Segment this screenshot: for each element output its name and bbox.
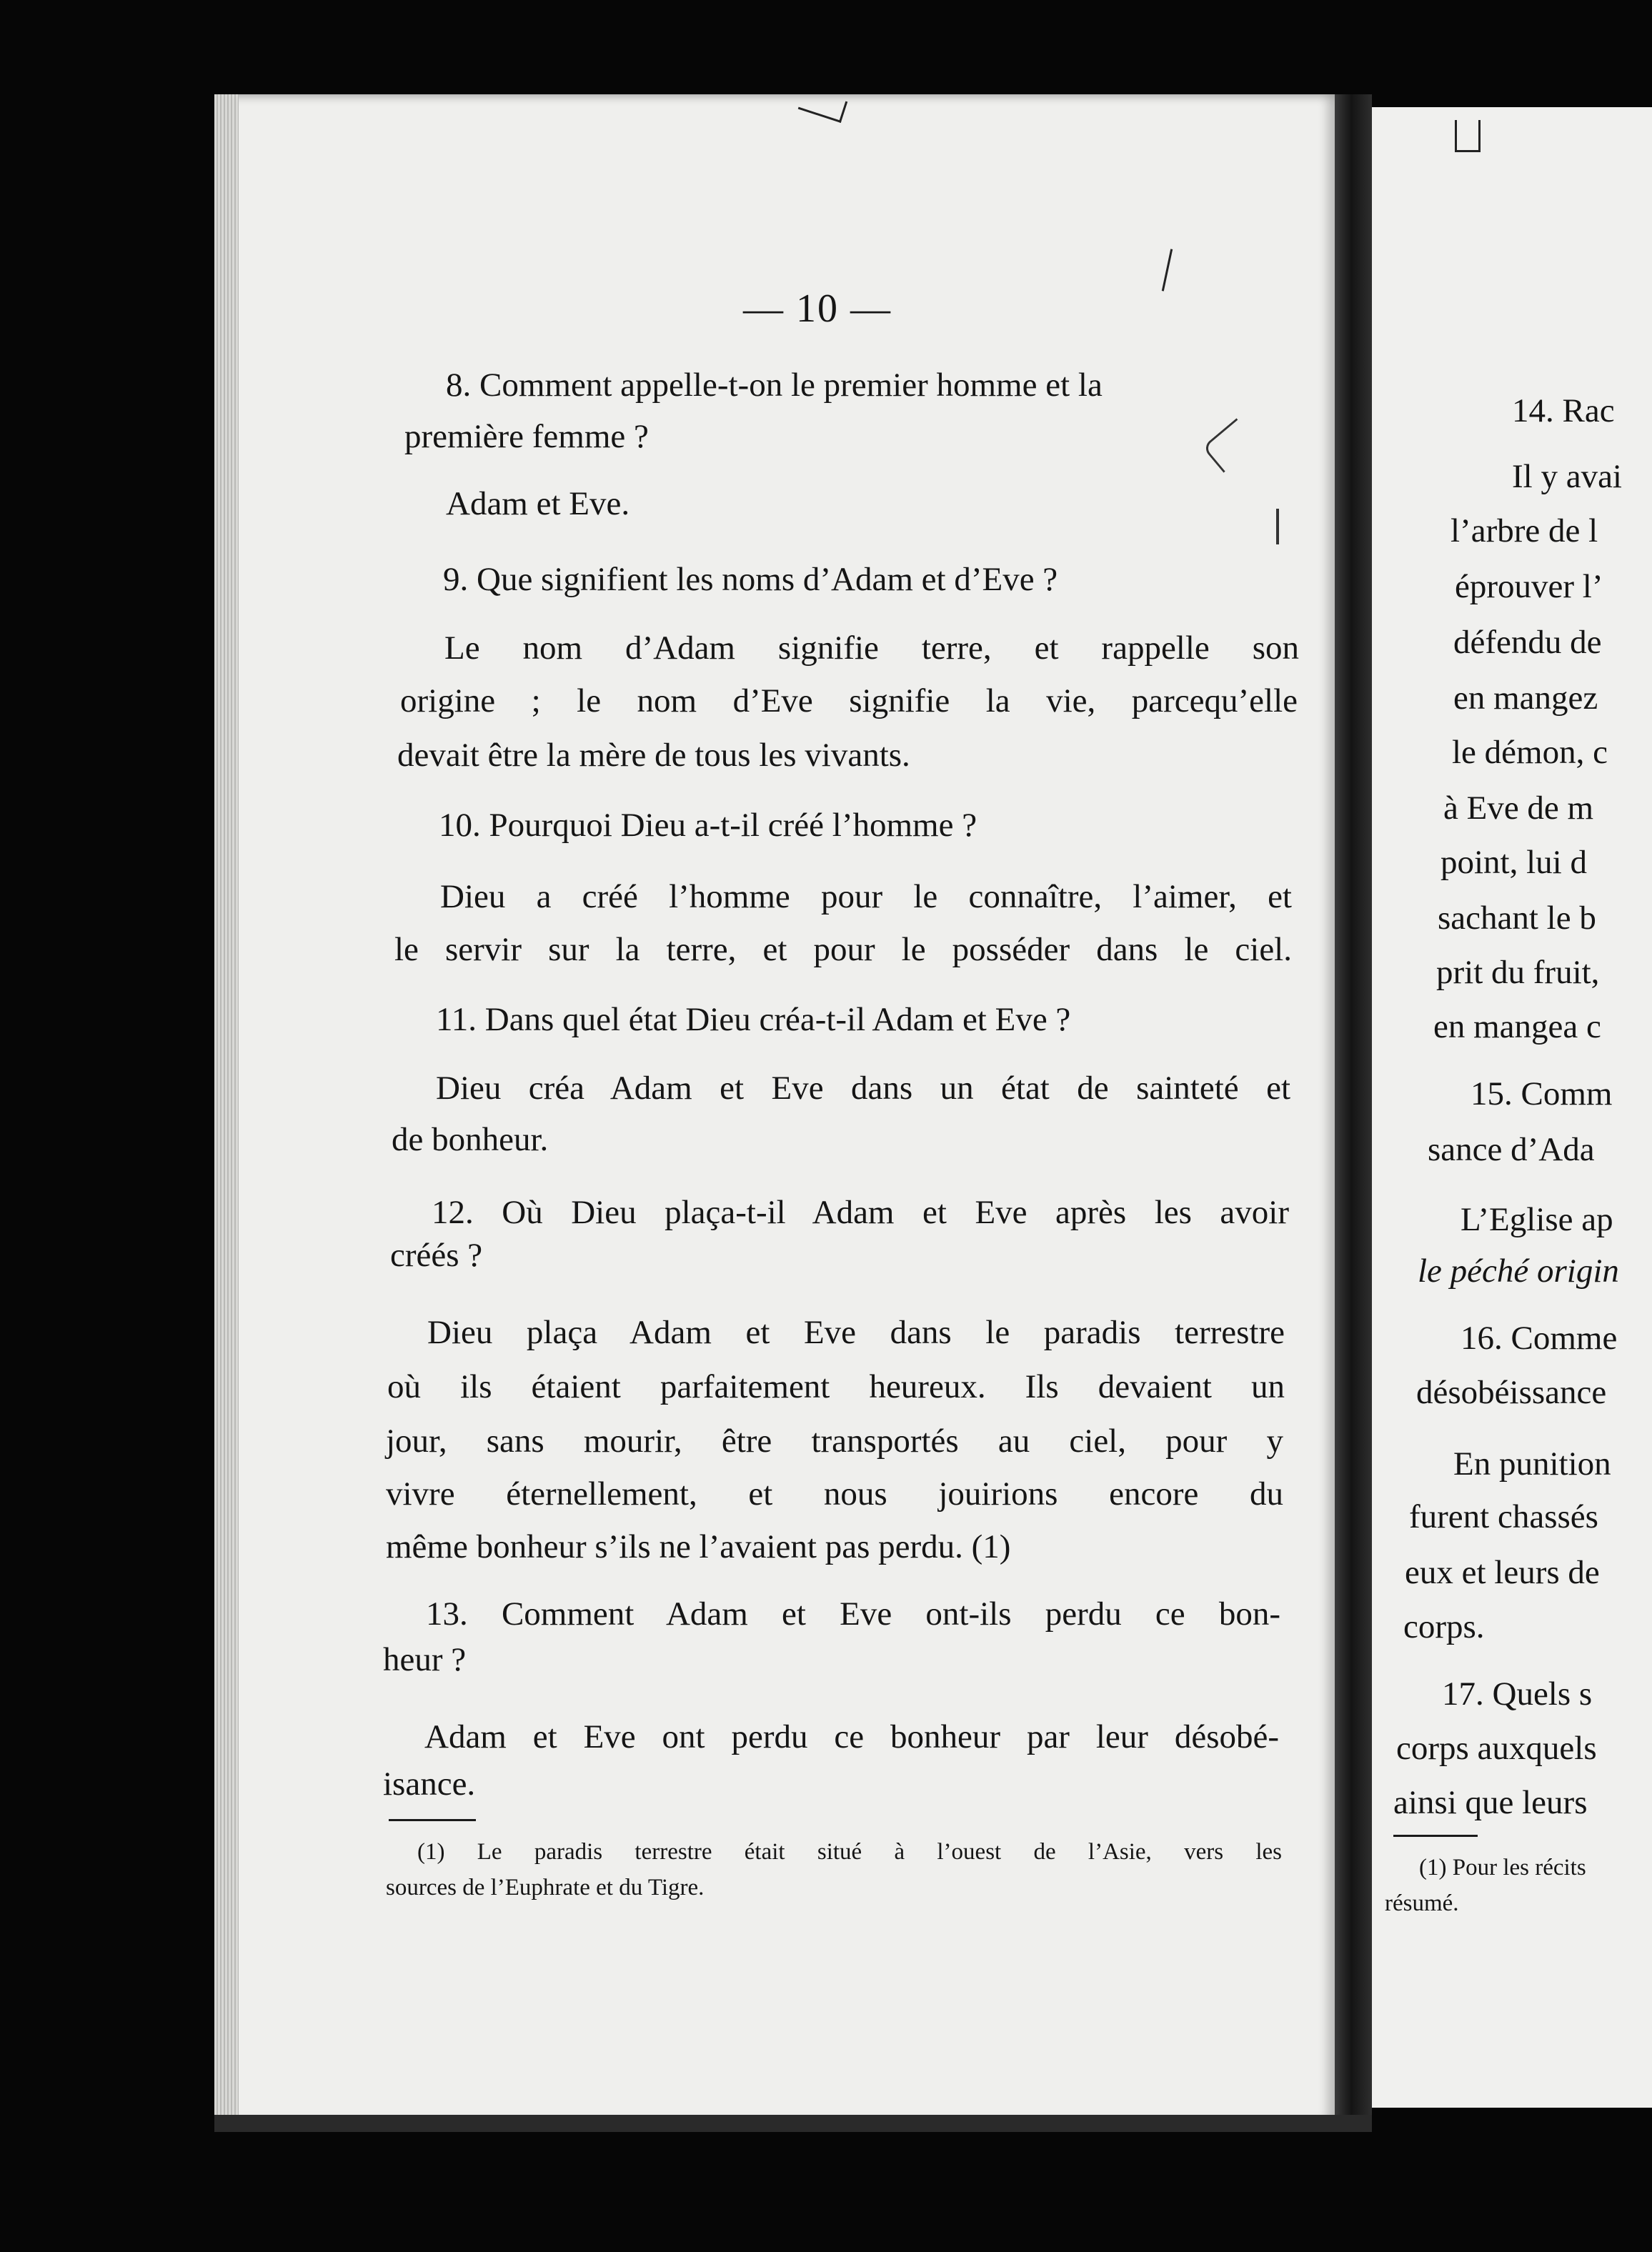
text-line: heur ? [383,1641,467,1678]
text-line: Dieu a créé l’homme pour le connaître, l’aimer, et [440,878,1292,915]
text-line: Dieu plaça Adam et Eve dans le paradis terrestre [427,1314,1285,1351]
right-text-line: 17. Quels s [1442,1675,1593,1713]
footnote-line: sources de l’Euphrate et du Tigre. [386,1875,705,1900]
right-text-line: le péché origin [1418,1252,1619,1290]
right-text-line: sachant le b [1438,900,1596,937]
right-text-line: à Eve de m [1443,789,1594,827]
right-text-line: en mangea c [1433,1008,1601,1045]
footnote-rule [389,1819,476,1821]
text-line: 12. Où Dieu plaça-t-il Adam et Eve après les avoir [432,1194,1289,1231]
text-line: même bonheur s’ils ne l’avaient pas perdu. (1) [386,1528,1011,1565]
right-text-line: défendu de [1453,624,1602,661]
right-text-line: prit du fruit, [1436,954,1600,991]
right-text-line: corps auxquels [1396,1730,1597,1767]
right-text-line: en mangez [1453,679,1598,717]
right-text-line: furent chassés [1409,1498,1598,1535]
right-text-line: ainsi que leurs [1393,1784,1588,1821]
book-gutter [1335,94,1372,2123]
text-line: jour, sans mourir, être transportés au ciel, pour y [386,1423,1283,1460]
right-text-line: point, lui d [1440,844,1587,881]
right-text-line: eux et leurs de [1405,1554,1600,1591]
text-line: 9. Que signifient les noms d’Adam et d’Eve ? [443,561,1058,598]
right-text-line: L’Eglise ap [1461,1201,1613,1238]
footnote-line: (1) Le paradis terrestre était situé à l’ouest de l’Asie, vers les [417,1839,1282,1865]
pencil-mark [1455,120,1481,152]
right-text-line: 14. Rac [1512,392,1615,429]
text-line: Le nom d’Adam signifie terre, et rappelle son [444,629,1299,667]
text-line: première femme ? [404,418,649,455]
text-line: créés ? [390,1237,483,1274]
text-line: 11. Dans quel état Dieu créa-t-il Adam et Eve ? [436,1001,1071,1038]
right-footnote-rule [1393,1835,1478,1837]
right-text-line: le démon, c [1452,734,1608,771]
right-text-line: Il y avai [1512,458,1622,495]
right-text-line: l’arbre de l [1451,512,1598,549]
right-footnote-line: résumé. [1385,1890,1459,1916]
right-text-line: corps. [1403,1608,1485,1645]
text-line: Adam et Eve ont perdu ce bonheur par leur désobé- [424,1718,1279,1755]
text-line: 13. Comment Adam et Eve ont-ils perdu ce bon- [426,1595,1280,1633]
text-line: le servir sur la terre, et pour le posséder dans le ciel. [394,931,1292,968]
text-line: Dieu créa Adam et Eve dans un état de sainteté et [436,1070,1290,1107]
right-footnote-line: (1) Pour les récits [1419,1855,1586,1880]
text-line: devait être la mère de tous les vivants. [397,737,910,774]
pencil-mark [1276,509,1279,544]
text-line: isance. [383,1765,476,1803]
right-text-line: 16. Comme [1461,1320,1618,1357]
right-text-line: désobéissance [1416,1374,1607,1411]
text-line: origine ; le nom d’Eve signifie la vie, parcequ’elle [400,682,1298,719]
right-text-line: En punition [1453,1445,1611,1483]
page-number: — 10 — [743,287,892,331]
right-text-line: éprouver l’ [1455,568,1603,605]
text-line: 10. Pourquoi Dieu a-t-il créé l’homme ? [439,807,977,844]
right-text-line: 15. Comm [1471,1075,1613,1112]
page-bottom-shadow [214,2115,1372,2132]
page-edges [214,94,239,2123]
text-line: où ils étaient parfaitement heureux. Ils devaient un [387,1368,1285,1405]
text-line: 8. Comment appelle-t-on le premier homme et la [446,367,1103,404]
text-line: de bonheur. [392,1121,549,1158]
text-line: vivre éternellement, et nous jouirions encore du [386,1475,1283,1513]
text-line: Adam et Eve. [446,485,630,522]
right-text-line: sance d’Ada [1428,1131,1595,1168]
